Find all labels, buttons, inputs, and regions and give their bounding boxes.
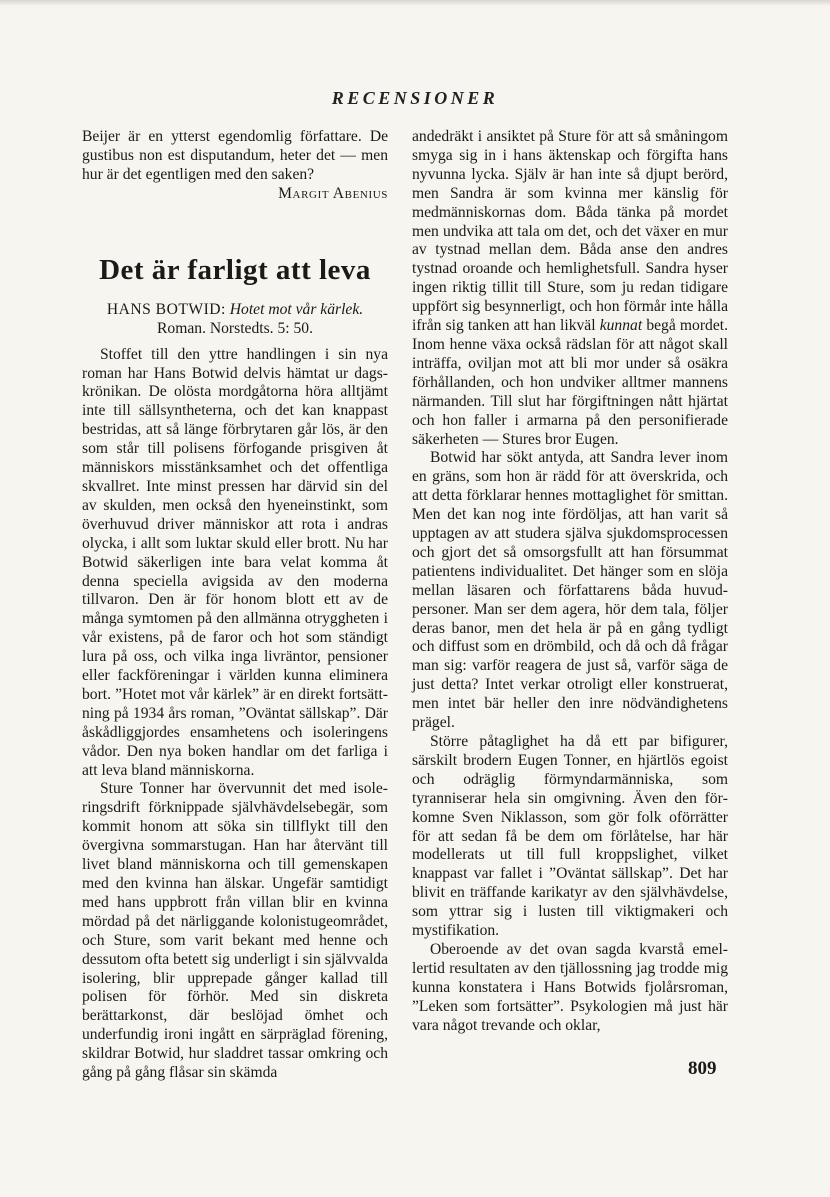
review-title: Det är farligt att leva xyxy=(99,253,371,286)
paragraph: Oberoende av det ovan sagda kvarstå emellertid resultaten av den tjällossning jag trodde mig kunna konstatera i Hans Botwids fjolårsroman, ”Leken som fortsätter”. Psykologien må just här vara något trevande och oklar, xyxy=(412,940,728,1034)
page-number: 809 xyxy=(688,1058,717,1079)
previous-review-signature: Margit Abenius xyxy=(278,184,388,202)
byline-publication-details: Roman. Norstedts. 5: 50. xyxy=(157,319,313,337)
review-byline xyxy=(82,300,388,338)
left-column xyxy=(82,128,388,1083)
continued-paragraph xyxy=(412,128,728,449)
previous-review-ending: Beijer är en ytterst egendomlig författare. De gustibus non est disputandum, heter det — men hur är det egentligen med den saken? xyxy=(82,128,388,183)
byline-author: HANS BOTWID: xyxy=(106,300,226,318)
paragraph: Större påtaglighet ha då ett par bifigurer, särskilt brodern Eugen Tonner, en hjärtlös egoist och odräglig förmyndarmänniska, som tyranniserar hela sin omgivning. Även den förkomne Sven Niklasson, som gör folk oförrätter för att sedan få be dem om förlåtelse, har här modellerats ut till full kroppslighet, vilket knappast var fallet i ”Oväntat sällskap”. Det har blivit en träffande karikatyr av den självhävdelse, som yttrar sig i lusten till viktigmakeri och mystifikation. xyxy=(412,733,728,940)
paragraph: Botwid har sökt antyda, att Sandra lever inom en gräns, som hon är rädd för att överskrida, och att detta förklarar hennes mottaglighet för smittan. Men det kan nog inte fördöljas, att han varit så upptagen av att studera själva sjukdomsprocessen och gjort det så omsorgsfullt att han försummat patientens individualitet. Det hänger som en slöja mellan läsaren och författarens båda huvudpersoner. Man ser dem agera, hör dem tala, följer deras banor, men det hela är på en gång tydligt och diffust som en drömbild, och då och då frågar man sig: varför reagera de just så, varför säga de just detta? Intet verkar otroligt eller konstruerat, men intet bär heller den inre nödvändighetens prägel. xyxy=(412,449,728,732)
continued-text-b: begå mordet. Inom henne växa också rädslan för att något skall inträffa, oviljan mot att bli mor under så osäkra förhållanden, och hon undviker alltmer mannens närmanden. Till slut har förgiftningen nått hjärtat och hon faller i armarna på den personifierade säkerheten — Stures bror Eugen. xyxy=(412,317,728,448)
paragraph: Stoffet till den yttre handlingen i sin nya roman har Hans Botwid delvis hämtat ur dagskrönikan. De olösta mordgåtorna höra alltjämt inte till sällsyntheterna, och det kan knappast bestridas, att så länge förbrytaren går lös, är den som står till polisens förfogande prisgiven åt människors misstänksamhet och det offentliga skvallret. Inte minst pressen har därvid sin del av skulden, men också den hyeneinstinkt, som överhuvud driver människor att rota i andras olycka, i allt som luktar skuld eller brott. Nu har Botwid säkerligen inte bara velat komma åt denna speciella avigsida av den moderna tillvaron. Den är för honom blott ett av de många symtomen på den allmänna otryggheten i vår existens, på de faror och hot som ständigt lura på oss, och vilka inga livräntor, pensioner eller fackföreningar i världen kunna eliminera bort. ”Hotet mot vår kärlek” är en direkt fortsättning på 1934 års roman, ”Oväntat sällskap”. Där åskådliggjordes ensamhetens och isoleringens vådor. Den nya boken handlar om det farliga i att leva bland människorna. xyxy=(82,345,388,779)
right-column xyxy=(412,128,728,1036)
page-edge xyxy=(0,0,830,6)
continued-text-a: andedräkt i ansiktet på Sture för att så småningom smyga sig in i hans äktenskap och förgifta hans nyvunna lycka. Själv är han inte så djupt berörd, men Sandra är som kvinna mer känslig för medmänniskornas dom. Båda tänka på mordet men undvika att tala om det, och det växer en mur av tystnad mellan dem. Båda anse den andres tystnad oroande och hemlighetsfull. Sandra hyser ingen riktig tillit till Sture, som ju redan tidigare uppfört sig besynnerligt, och hon förmår inte hålla ifrån sig tanken att han likväl xyxy=(412,128,728,335)
byline-book-title: Hotet mot vår kärlek. xyxy=(229,300,364,318)
running-header: RECENSIONER xyxy=(331,88,499,108)
emphasized-word: kunnat xyxy=(599,317,643,335)
paragraph: Sture Tonner har övervunnit det med isoleringsdrift förknippade självhävdelsebegär, som kommit honom att söka sin tillflykt till den övergivna sommarstugan. Han har återvänt till livet bland människorna och till gemenskapen med den kvinna han älskar. Ungefär samtidigt med hans uppbrott från villan blir en kvinna mördad på det närliggande kolonistugeområdet, och Sture, som varit bekant med henne och dessutom ofta betett sig underligt i sin självvalda isolering, blir upprepade gånger kallad till polisen för förhör. Med sin diskreta berättarkonst, där beslöjad ömhet och underfundig ironi ingått en särpräglad förening, skildrar Botwid, hur sladdret tassar omkring och gång på gång flåsar sin skämda xyxy=(82,780,388,1082)
